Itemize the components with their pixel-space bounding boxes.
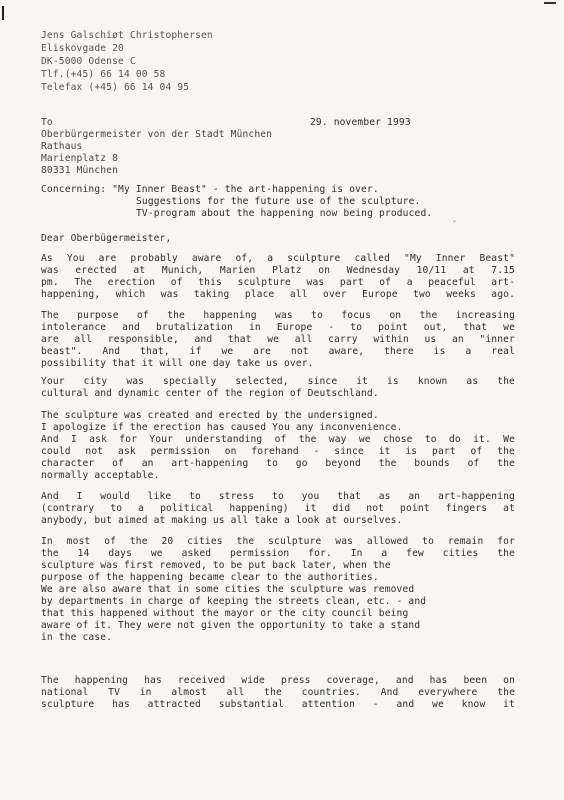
p6-line: We are also aware that in some cities the sculpture was removed: [41, 584, 415, 595]
recipient-street: Marienplatz 8: [41, 153, 119, 164]
p4-line: normally acceptable.: [41, 470, 160, 481]
concerning-line-3: TV-program about the happening now being produced.: [136, 208, 433, 219]
p6-line: aware of it. They were not given the opportunity to take a stand: [41, 620, 421, 631]
scan-edge-mark: [2, 6, 4, 20]
p4-line: The sculpture was created and erected by the undersigned.: [41, 410, 379, 421]
p1-line: was erected at Munich, Marien Platz on Wednesday 10/11 at 7.15: [41, 265, 515, 276]
salutation: Dear Oberbügermeister,: [41, 233, 172, 244]
p2-line: intolerance and brutalization in Europe - to point out, that we: [41, 322, 515, 333]
recipient-building: Rathaus: [41, 141, 83, 152]
p4-line: And I ask for Your understanding of the way we chose to do it. We: [41, 434, 515, 445]
sender-phone: Tlf.(+45) 66 14 00 58: [41, 69, 166, 80]
p5-line: anybody, but aimed at making us all take a look at ourselves.: [41, 515, 403, 526]
p2-line: are all responsible, and that we all carry within us an "inner: [41, 334, 515, 345]
p4-line: could not ask permission on forehand - since it is part of the: [41, 446, 515, 457]
p3-line: Your city was specially selected, since it is known as the: [41, 376, 515, 387]
p5-line: And I would like to stress to you that as an art-happening: [41, 491, 515, 502]
sender-fax: Telefax (+45) 66 14 04 95: [41, 82, 190, 93]
recipient-to: To: [41, 117, 53, 128]
sender-street: Eliskovgade 20: [41, 43, 124, 54]
p7-line: national TV in almost all the countries. And everywhere the: [41, 687, 515, 698]
pen-tick-mark: ˇ: [452, 220, 457, 229]
recipient-office: Oberbürgermeister von der Stadt München: [41, 129, 273, 140]
p2-line: The purpose of the happening was to focus on the increasing: [41, 310, 515, 321]
p7-line: The happening has received wide press coverage, and has been on: [41, 675, 515, 686]
recipient-city: 80331 München: [41, 165, 119, 176]
scan-corner-mark: [544, 2, 556, 4]
p1-line: happening, which was taking place all over Europe two weeks ago.: [41, 289, 515, 300]
p1-line: As You are probably aware of, a sculpture called "My Inner Beast": [41, 253, 515, 264]
p6-line: In most of the 20 cities the sculpture was allowed to remain for: [41, 536, 515, 547]
p4-line: character of an art-happening to go beyond the bounds of the: [41, 458, 515, 469]
concerning-line-1: Concerning: "My Inner Beast" - the art-happening is over.: [41, 184, 379, 195]
p6-line: sculpture was first removed, to be put back later, when the: [41, 560, 391, 571]
p7-line: sculpture has attracted substantial attention - and we know it: [41, 699, 515, 710]
p4-line: I apologize if the erection has caused You any inconvenience.: [41, 422, 403, 433]
letter-date: 29. november 1993: [310, 117, 411, 128]
p6-line: that this happened without the mayor or the city council being: [41, 608, 409, 619]
sender-name: Jens Galschiøt Christophersen: [41, 30, 213, 41]
concerning-line-2: Suggestions for the future use of the sculpture.: [136, 196, 421, 207]
p6-line: in the case.: [41, 632, 113, 643]
p6-line: purpose of the happening became clear to the authorities.: [41, 572, 379, 583]
p2-line: beast". And that, if we are not aware, there is a real: [41, 346, 515, 357]
p2-line: possibility that it will one day take us over.: [41, 358, 314, 369]
p5-line: (contrary to a political happening) it did not point fingers at: [41, 503, 515, 514]
sender-city: DK-5000 Odense C: [41, 56, 136, 67]
p6-line: the 14 days we asked permission for. In a few cities the: [41, 548, 515, 559]
p1-line: pm. The erection of this sculpture was part of a peaceful art-: [41, 277, 515, 288]
p6-line: by departments in charge of keeping the streets clean, etc. - and: [41, 596, 427, 607]
p3-line: cultural and dynamic center of the region of Deutschland.: [41, 388, 379, 399]
